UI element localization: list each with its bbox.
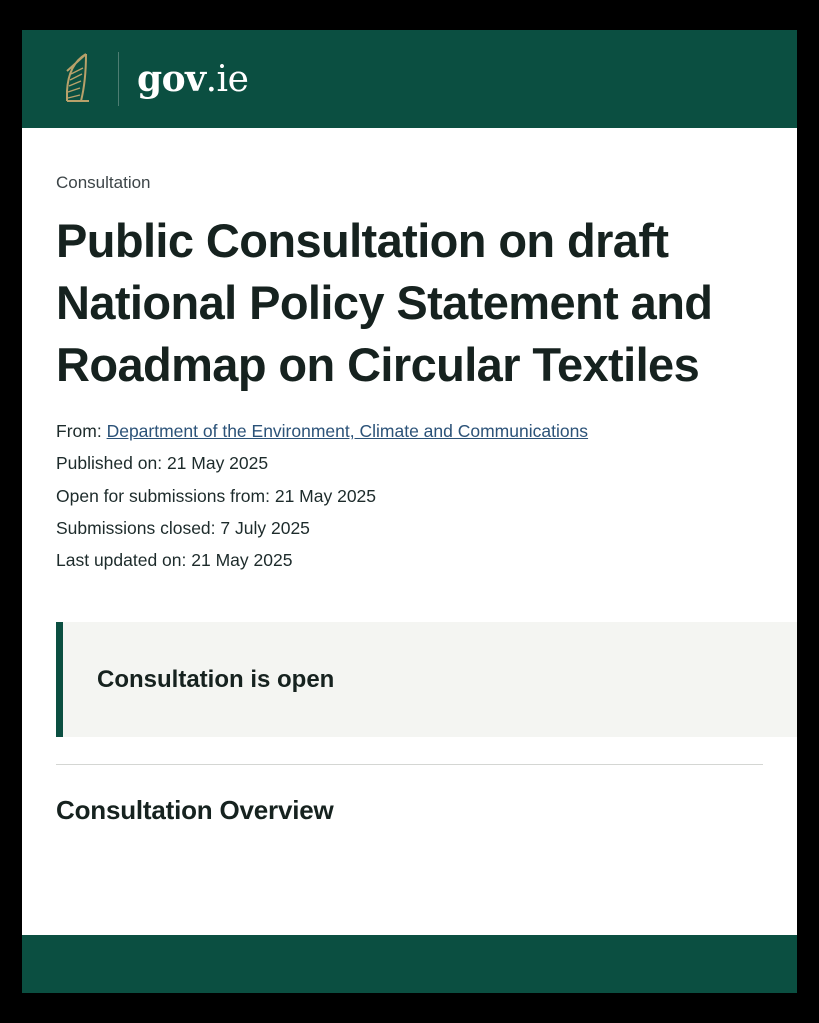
- meta-updated: [56, 551, 763, 570]
- publisher-link[interactable]: Department of the Environment, Climate and Communications: [106, 421, 589, 442]
- document-metadata: [56, 422, 763, 570]
- meta-open-value: 21 May 2025: [274, 485, 377, 506]
- meta-published-value: 21 May 2025: [166, 453, 269, 474]
- document-content: [22, 172, 797, 570]
- site-header: [22, 30, 797, 128]
- meta-published-label: Published on:: [56, 453, 163, 474]
- meta-from-label: From:: [56, 421, 102, 442]
- site-footer: [22, 935, 797, 993]
- section-divider: [56, 764, 763, 765]
- meta-closed-label: Submissions closed:: [56, 517, 216, 538]
- meta-published: [56, 454, 763, 473]
- meta-open-from: [56, 487, 763, 506]
- meta-open-label: Open for submissions from:: [56, 485, 270, 506]
- meta-updated-label: Last updated on:: [56, 550, 187, 571]
- status-banner: [56, 622, 797, 737]
- header-divider: [118, 52, 119, 106]
- meta-updated-value: 21 May 2025: [191, 550, 293, 571]
- irish-harp-icon: [56, 51, 96, 107]
- status-badge: Consultation is open: [97, 665, 335, 693]
- page-title: Public Consultation on draft National Policy Statement and Roadmap on Circular Textiles: [56, 214, 713, 392]
- gov-ie-logo[interactable]: [137, 57, 249, 100]
- meta-closed-value: 7 July 2025: [220, 517, 310, 538]
- section-heading-consultation-overview: Consultation Overview: [56, 795, 334, 826]
- page-frame: [22, 30, 797, 993]
- brand-suffix: .ie: [205, 58, 249, 100]
- content-type-label: Consultation: [56, 173, 151, 192]
- meta-from: [56, 422, 763, 441]
- brand-name: gov: [137, 57, 206, 100]
- meta-closed: [56, 519, 763, 538]
